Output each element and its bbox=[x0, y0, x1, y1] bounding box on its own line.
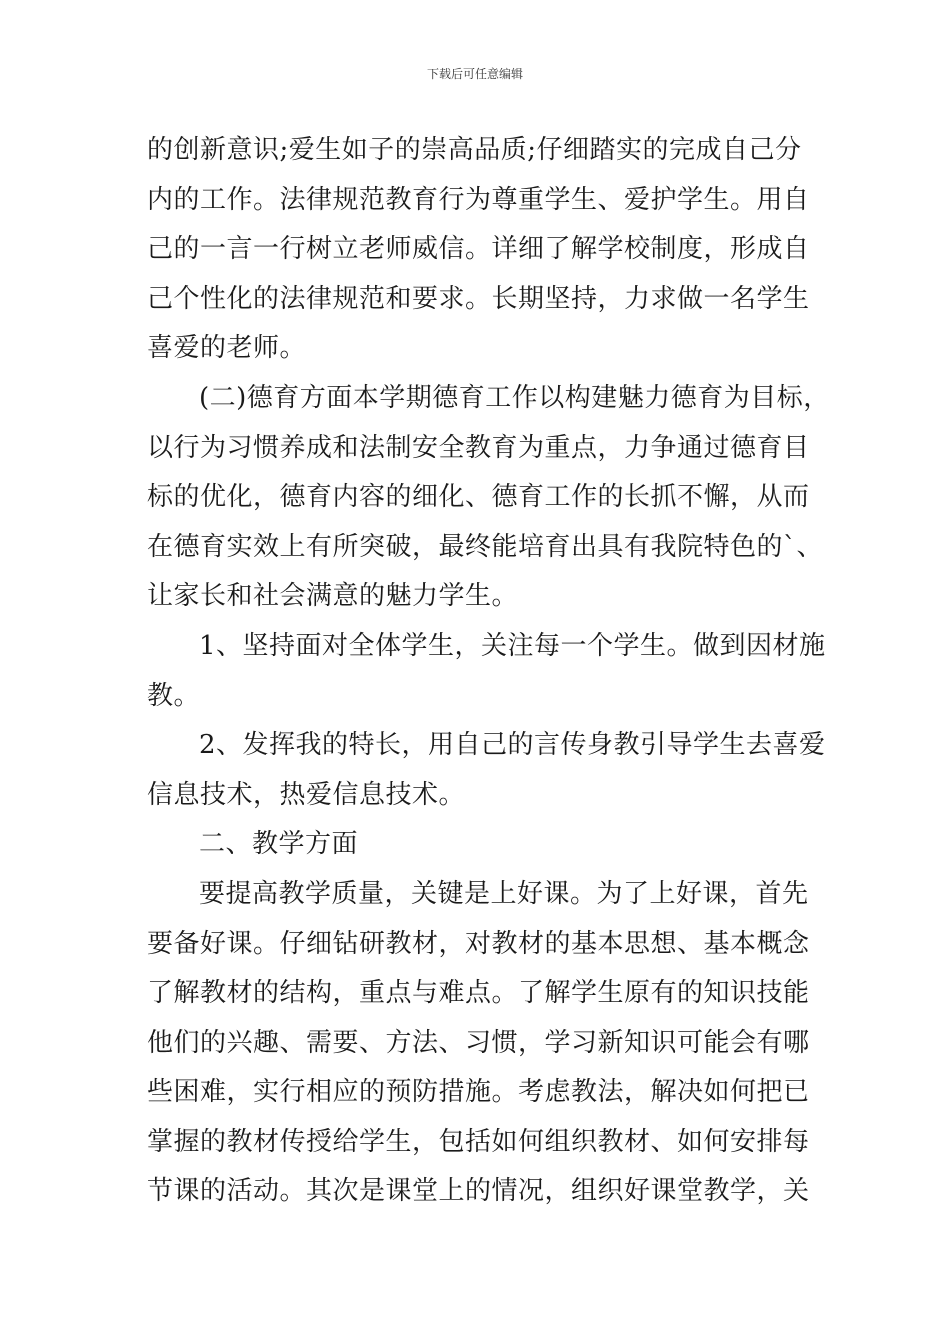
text-line: 些困难，实行相应的预防措施。考虑教法，解决如何把已 bbox=[147, 1077, 810, 1108]
text-line: 让家长和社会满意的魅力学生。 bbox=[147, 581, 519, 612]
document-body bbox=[147, 126, 830, 1217]
text-line: 信息技术，热爱信息技术。 bbox=[147, 779, 466, 810]
text-line: 在德育实效上有所突破，最终能培育出具有我院特色的`、 bbox=[147, 531, 824, 562]
text-line: 标的优化，德育内容的细化、德育工作的长抓不懈，从而 bbox=[147, 482, 810, 513]
text-line: 以行为习惯养成和法制安全教育为重点，力争通过德育目 bbox=[147, 432, 810, 463]
paragraph-start-line: (二)德育方面本学期德育工作以构建魅力德育为目标， bbox=[199, 382, 830, 413]
text-line: 教。 bbox=[147, 680, 201, 711]
text-line: 了解教材的结构，重点与难点。了解学生原有的知识技能 bbox=[147, 978, 810, 1009]
text-line: 喜爱的老师。 bbox=[147, 333, 307, 364]
text-line: 的创新意识;爱生如子的崇高品质;仔细踏实的完成自己分 bbox=[147, 135, 802, 165]
list-item-1-line: 1、坚持面对全体学生，关注每一个学生。做到因材施 bbox=[199, 630, 826, 661]
page-header: 下载后可任意编辑 bbox=[426, 67, 523, 81]
text-line: 他们的兴趣、需要、方法、习惯，学习新知识可能会有哪 bbox=[147, 1027, 810, 1058]
text-line: 己个性化的法律规范和要求。长期坚持，力求做一名学生 bbox=[147, 283, 810, 314]
section-heading: 二、教学方面 bbox=[199, 829, 359, 860]
text-line: 要备好课。仔细钻研教材，对教材的基本思想、基本概念 bbox=[147, 928, 810, 959]
text-line: 节课的活动。其次是课堂上的情况，组织好课堂教学，关 bbox=[147, 1176, 810, 1207]
text-line: 己的一言一行树立老师威信。详细了解学校制度，形成自 bbox=[147, 234, 810, 265]
list-item-2-line: 2、发挥我的特长，用自己的言传身教引导学生去喜爱 bbox=[199, 730, 826, 761]
text-line: 内的工作。法律规范教育行为尊重学生、爱护学生。用自 bbox=[147, 184, 810, 215]
paragraph-start-line: 要提高教学质量，关键是上好课。为了上好课，首先 bbox=[199, 878, 809, 909]
text-line: 掌握的教材传授给学生，包括如何组织教材、如何安排每 bbox=[147, 1126, 810, 1157]
